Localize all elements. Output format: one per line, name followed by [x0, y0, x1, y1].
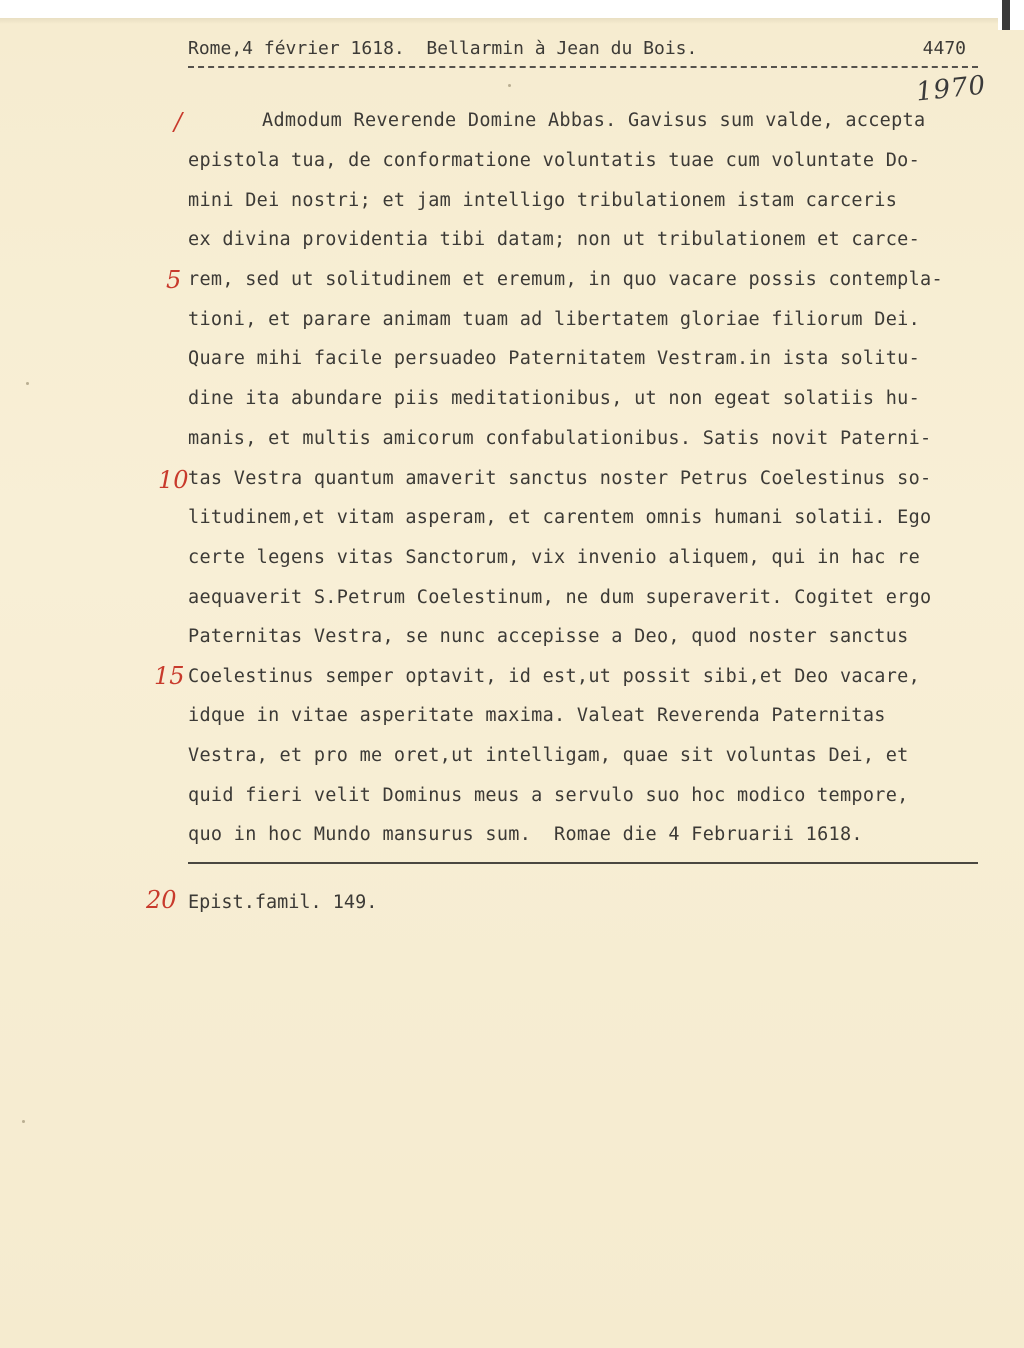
header-dashed-divider: [188, 66, 978, 68]
source-reference: Epist.famil. 149.: [188, 892, 378, 913]
handwritten-archive-number: 1970: [914, 70, 988, 108]
text-line-2: epistola tua, de conformatione voluntatis tuae cum voluntate Do-: [188, 150, 921, 171]
header-title: Rome,4 février 1618. Bellarmin à Jean du Bois.: [188, 38, 698, 59]
text-line-19: quo in hoc Mundo mansurus sum. Romae die 4 Februarii 1618.: [188, 824, 863, 845]
line-marker-10: 10: [158, 466, 189, 494]
scan-top-margin: [0, 0, 1024, 18]
line-marker-1: /: [174, 108, 183, 136]
line-marker-5: 5: [166, 266, 182, 294]
text-line-8: dine ita abundare piis meditationibus, ut non egeat solatiis hu-: [188, 388, 921, 409]
text-line-10: tas Vestra quantum amaverit sanctus noster Petrus Coelestinus so-: [188, 468, 932, 489]
text-line-5: rem, sed ut solitudinem et eremum, in quo vacare possis contempla-: [188, 269, 943, 290]
text-line-11: litudinem,et vitam asperam, et carentem omnis humani solatii. Ego: [188, 507, 932, 528]
line-marker-20: 20: [146, 886, 177, 914]
text-line-1: Admodum Reverende Domine Abbas. Gavisus sum valde, accepta: [262, 110, 926, 131]
text-line-12: certe legens vitas Sanctorum, vix invenio aliquem, qui in hac re: [188, 547, 921, 568]
scan-shadow: [0, 18, 1024, 24]
paper-speck: [26, 382, 29, 385]
text-line-18: quid fieri velit Dominus meus a servulo suo hoc modico tempore,: [188, 785, 909, 806]
text-line-17: Vestra, et pro me oret,ut intelligam, quae sit voluntas Dei, et: [188, 745, 909, 766]
text-line-7: Quare mihi facile persuadeo Paternitatem Vestram.in ista solitu-: [188, 348, 921, 369]
text-line-4: ex divina providentia tibi datam; non ut tribulationem et carce-: [188, 229, 921, 250]
text-line-14: Paternitas Vestra, se nunc accepisse a Deo, quod noster sanctus: [188, 626, 909, 647]
paper-speck: [22, 1120, 25, 1123]
text-line-3: mini Dei nostri; et jam intelligo tribulationem istam carceris: [188, 190, 898, 211]
document-header: [188, 38, 968, 62]
page-number: 4470: [922, 38, 966, 59]
text-line-13: aequaverit S.Petrum Coelestinum, ne dum superaverit. Cogitet ergo: [188, 587, 932, 608]
text-line-6: tioni, et parare animam tuam ad libertatem gloriae filiorum Dei.: [188, 309, 921, 330]
scan-corner-mark: [1002, 0, 1010, 30]
paper-speck: [508, 84, 511, 87]
text-line-9: manis, et multis amicorum confabulationibus. Satis novit Paterni-: [188, 428, 932, 449]
text-line-16: idque in vitae asperitate maxima. Valeat Reverenda Paternitas: [188, 705, 886, 726]
line-marker-15: 15: [154, 662, 185, 690]
closing-rule: [188, 862, 978, 864]
text-line-15: Coelestinus semper optavit, id est,ut possit sibi,et Deo vacare,: [188, 666, 921, 687]
